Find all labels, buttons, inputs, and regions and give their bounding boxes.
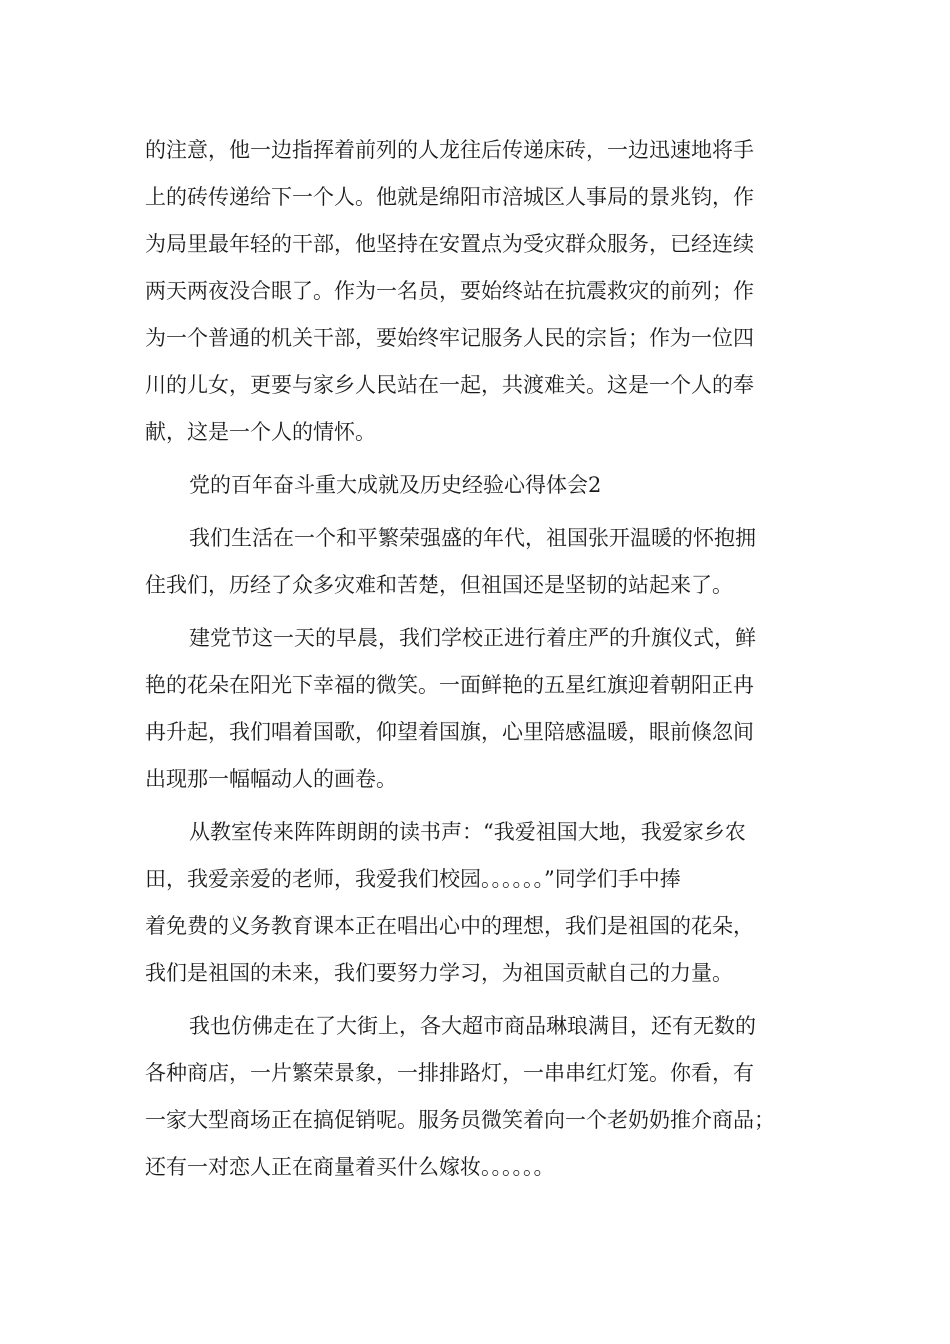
text-line: 我们生活在一个和平繁荣强盛的年代，祖国张开温暖的怀抱拥 bbox=[189, 526, 756, 550]
paragraph bbox=[145, 1003, 825, 1191]
paragraph bbox=[145, 615, 825, 803]
text-line: 我们是祖国的未来，我们要努力学习，为祖国贡献自己的力量。 bbox=[145, 961, 733, 985]
text-line: 各种商店，一片繁荣景象，一排排路灯，一串串红灯笼。你看，有 bbox=[145, 1061, 754, 1085]
text-line: 着免费的义务教育课本正在唱出心中的理想，我们是祖国的花朵， bbox=[145, 914, 754, 938]
text-line: 为局里最年轻的干部，他坚持在安置点为受灾群众服务，已经连续 bbox=[145, 232, 754, 256]
text-line: 从教室传来阵阵朗朗的读书声：“我爱祖国大地，我爱家乡农 bbox=[189, 820, 746, 844]
text-line: 为一个普通的机关干部，要始终牢记服务人民的宗旨；作为一位四 bbox=[145, 326, 754, 350]
text-line: 上的砖传递给下一个人。他就是绵阳市涪城区人事局的景兆钧，作 bbox=[145, 185, 754, 209]
text-line: 田，我爱亲爱的老师，我爱我们校园。。。。。。”同学们手中捧 bbox=[145, 867, 681, 891]
text-line: 出现那一幅幅动人的画卷。 bbox=[145, 767, 397, 791]
section-heading bbox=[145, 462, 825, 509]
text-line: 的注意，他一边指挥着前列的人龙往后传递床砖，一边迅速地将手 bbox=[145, 138, 754, 162]
text-line: 川的儿女，更要与家乡人民站在一起，共渡难关。这是一个人的奉 bbox=[145, 373, 754, 397]
text-line: 两天两夜没合眼了。作为一名员，要始终站在抗震救灾的前列；作 bbox=[145, 279, 754, 303]
text-line: 一家大型商场正在搞促销呢。服务员微笑着向一个老奶奶推介商品； bbox=[145, 1108, 775, 1132]
text-line: 艳的花朵在阳光下幸福的微笑。一面鲜艳的五星红旗迎着朝阳正冉 bbox=[145, 673, 754, 697]
text-line: 住我们，历经了众多灾难和苦楚，但祖国还是坚韧的站起来了。 bbox=[145, 573, 733, 597]
document-body bbox=[145, 127, 825, 1191]
heading-line: 党的百年奋斗重大成就及历史经验心得体会2 bbox=[189, 473, 602, 497]
paragraph bbox=[145, 809, 825, 997]
paragraph bbox=[145, 515, 825, 609]
text-line: 还有一对恋人正在商量着买什么嫁妆。。。。。。 bbox=[145, 1155, 555, 1179]
text-line: 我也仿佛走在了大街上，各大超市商品琳琅满目，还有无数的 bbox=[189, 1014, 756, 1038]
paragraph bbox=[145, 127, 825, 456]
text-line: 献，这是一个人的情怀。 bbox=[145, 420, 376, 444]
text-line: 建党节这一天的早晨，我们学校正进行着庄严的升旗仪式，鲜 bbox=[189, 626, 756, 650]
text-line: 冉升起，我们唱着国歌，仰望着国旗，心里陪感温暖，眼前倏忽间 bbox=[145, 720, 754, 744]
